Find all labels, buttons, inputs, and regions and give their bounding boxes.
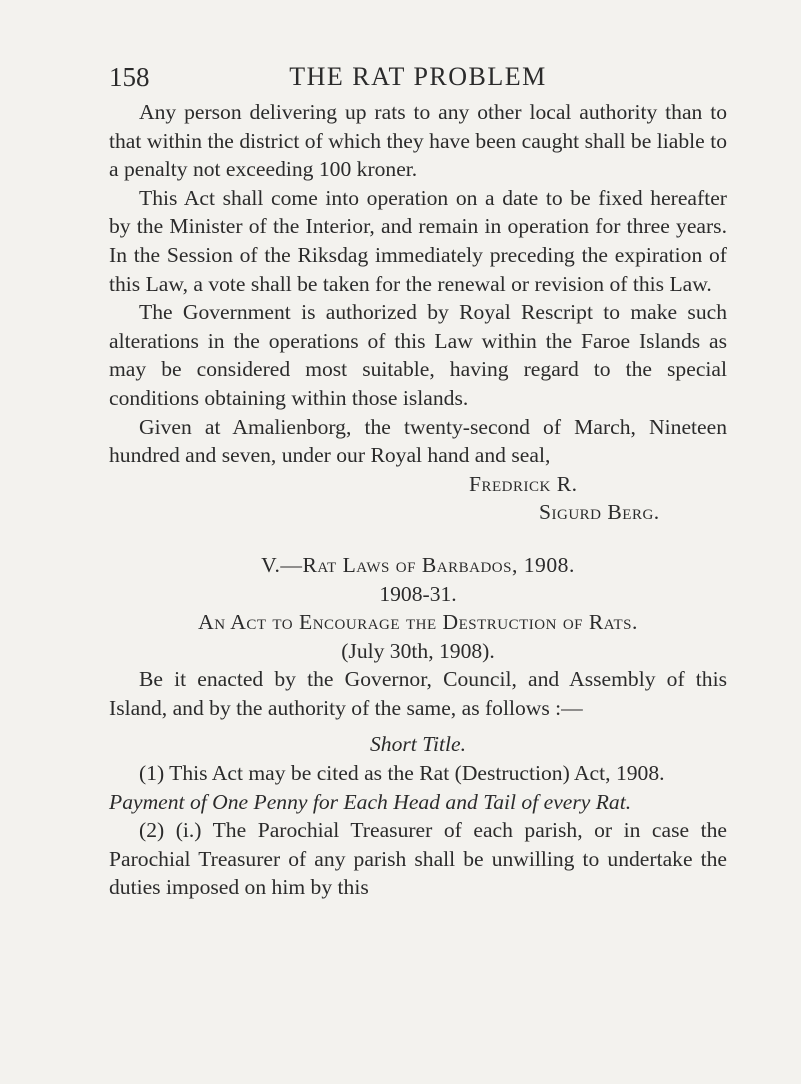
subheading-short-title: Short Title. [370,732,466,757]
page-number: 158 [109,62,150,92]
signature-fredrick: Fredrick R. [469,471,578,496]
subheading-payment: Payment of One Penny for Each Head and Tail of every Rat. [109,789,632,814]
paragraph-penalty: Any person delivering up rats to any other local authority than to that within the district of which they have been caught shall be liable to a penalty not exceeding 100 kroner. [109,100,727,182]
paragraph-faroe: The Government is authorized by Royal Rescript to make such alterations in the operations of this Law within the Faroe Islands as may be considered most suitable, having regard to the special conditions obtaining within those islands. [109,300,727,410]
section-heading: V.—Rat Laws of Barbados, 1908. [261,552,575,577]
act-number: 1908-31. [379,581,457,606]
signature-sigurd: Sigurd Berg. [539,500,660,525]
act-date: (July 30th, 1908). [341,638,495,663]
running-title: THE RAT PROBLEM [289,62,547,91]
page-body [109,98,727,902]
paragraph-operation: This Act shall come into operation on a date to be fixed hereafter by the Minister of the Interior, and remain in operation for three years. In the Session of the Riksdag immediately preceding the expiration of this Law, a vote shall be taken for the renewal or revision of this Law. [109,185,727,296]
paragraph-enactment: Be it enacted by the Governor, Council, and Assembly of this Island, and by the authority of the same, as follows :— [109,667,727,720]
paragraph-treasurer: (2) (i.) The Parochial Treasurer of each parish, or in case the Parochial Treasurer of any parish shall be unwilling to undertake the duties imposed on him by this [109,818,727,900]
page-header [109,62,727,92]
paragraph-given: Given at Amalienborg, the twenty-second of March, Nineteen hundred and seven, under our Royal hand and seal, [109,414,727,468]
paragraph-citation: (1) This Act may be cited as the Rat (Destruction) Act, 1908. [139,761,665,786]
act-title: An Act to Encourage the Destruction of Rats. [198,610,638,635]
